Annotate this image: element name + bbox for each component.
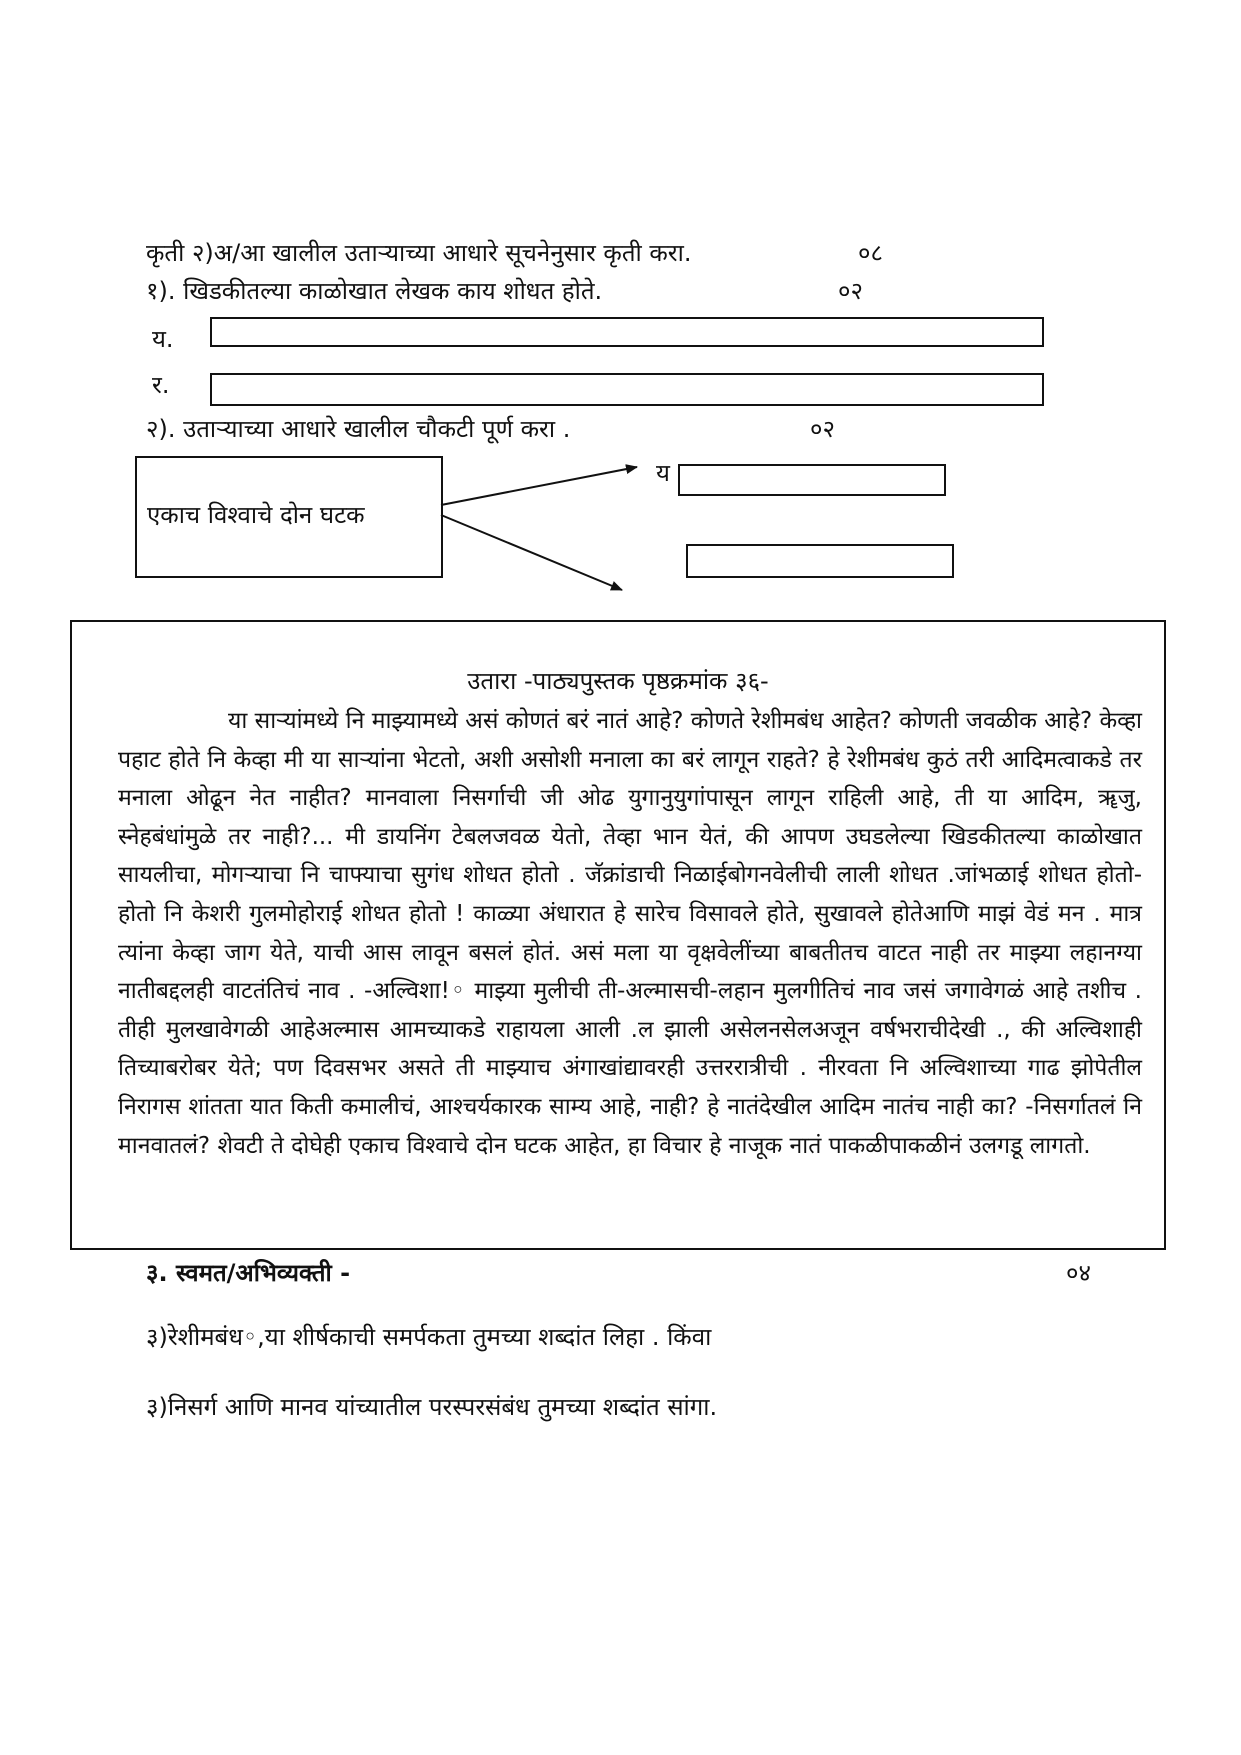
- question-3-option-2: ३)निसर्ग आणि मानव यांच्यातील परस्परसंबंध तुमच्या शब्दांत सांगा.: [146, 1393, 718, 1421]
- question-1-text: १). खिडकीतल्या काळोखात लेखक काय शोधत होते.: [146, 277, 603, 305]
- question-3-heading: ३. स्वमत/अभिव्यक्ती -: [146, 1259, 351, 1287]
- question-2-marks: ०२: [810, 415, 835, 443]
- passage-title: उतारा -पाठ्यपुस्तक पृष्ठक्रमांक ३६-: [467, 667, 769, 695]
- passage-box: [70, 620, 1166, 1250]
- answer-1a-label: य.: [152, 325, 174, 353]
- activity-marks: ०८: [858, 239, 883, 267]
- answer-2a-label: य: [656, 459, 670, 487]
- answer-1b-label: र.: [152, 371, 170, 399]
- arrow-to-answer-1: [441, 467, 637, 505]
- arrow-to-answer-2: [441, 515, 622, 590]
- answer-2b-box[interactable]: [686, 544, 954, 578]
- concept-source-text: एकाच विश्वाचे दोन घटक: [147, 501, 365, 529]
- connector-arrows: [0, 0, 1241, 700]
- question-3-option-1: ३)रेशीमबंध◦,या शीर्षकाची समर्पकता तुमच्या शब्दांत लिहा . किंवा: [146, 1323, 712, 1351]
- passage-body: या साऱ्यांमध्ये नि माझ्यामध्ये असं कोणतं बरं नातं आहे? कोणते रेशीमबंध आहेत? कोणती जवळीक आहे? केव्हा पहाट होते नि केव्हा मी या साऱ्यांना भेटतो, अशी असोशी मनाला का बरं लागून राहते? हे रेशीमबंध कुठं तरी आदिमत्वाकडे तर मनाला ओढून नेत नाहीत? मानवाला निसर्गाची जी ओढ युगानुयुगांपासून लागून राहिली आहे, ती या आदिम, ॠजु, स्नेहबंधांमुळे तर नाही?... मी डायनिंग टेबलजवळ येतो, तेव्हा भान येतं, की आपण उघडलेल्या खिडकीतल्या काळोखात सायलीचा, मोगऱ्याचा नि चाफ्याचा सुगंध शोधत होतो . जॅक्रांडाची निळाईबोगनवेलीची लाली शोधत .जांभळाई शोधत होतो- होतो नि केशरी गुलमोहोराई शोधत होतो ! काळ्या अंधारात हे सारेच विसावले होते, सुखावले होतेआणि माझं वेडं मन . मात्र त्यांना केव्हा जाग येते, याची आस लावून बसलं होतं. असं मला या वृक्षवेलींच्या बाबतीतच वाटत नाही तर माझ्या लहानग्या नातीबद्दलही वाटतंतिचं नाव . -अल्विशा!◦ माझ्या मुलीची ती-अल्मासची-लहान मुलगीतिचं नाव जसं जगावेगळं आहे तशीच . तीही मुलखावेगळी आहेअल्मास आमच्याकडे राहायला आली .ल झाली असेलनसेलअजून वर्षभराचीदेखी ., की अल्विशाही तिच्याबरोबर येते; पण दिवसभर असते ती माझ्याच अंगाखांद्यावरही उत्तररात्रीची . नीरवता नि अल्विशाच्या गाढ झोपेतील निरागस शांतता यात किती कमालीचं, आश्चर्यकारक साम्य आहे, नाही? हे नातंदेखील आदिम नातंच नाही का? -निसर्गातलं नि मानवातलं? शेवटी ते दोघेही एकाच विश्वाचे दोन घटक आहेत, हा विचार हे नाजूक नातं पाकळीपाकळीनं उलगडू लागतो.: [118, 708, 1142, 1159]
- question-2-text: २). उताऱ्याच्या आधारे खालील चौकटी पूर्ण करा .: [146, 415, 571, 443]
- question-3-marks: ०४: [1066, 1259, 1091, 1287]
- question-1-marks: ०२: [838, 277, 863, 305]
- activity-heading: कृती २)अ/आ खालील उताऱ्याच्या आधारे सूचनेनुसार कृती करा.: [146, 239, 692, 267]
- answer-2a-box[interactable]: [678, 464, 946, 496]
